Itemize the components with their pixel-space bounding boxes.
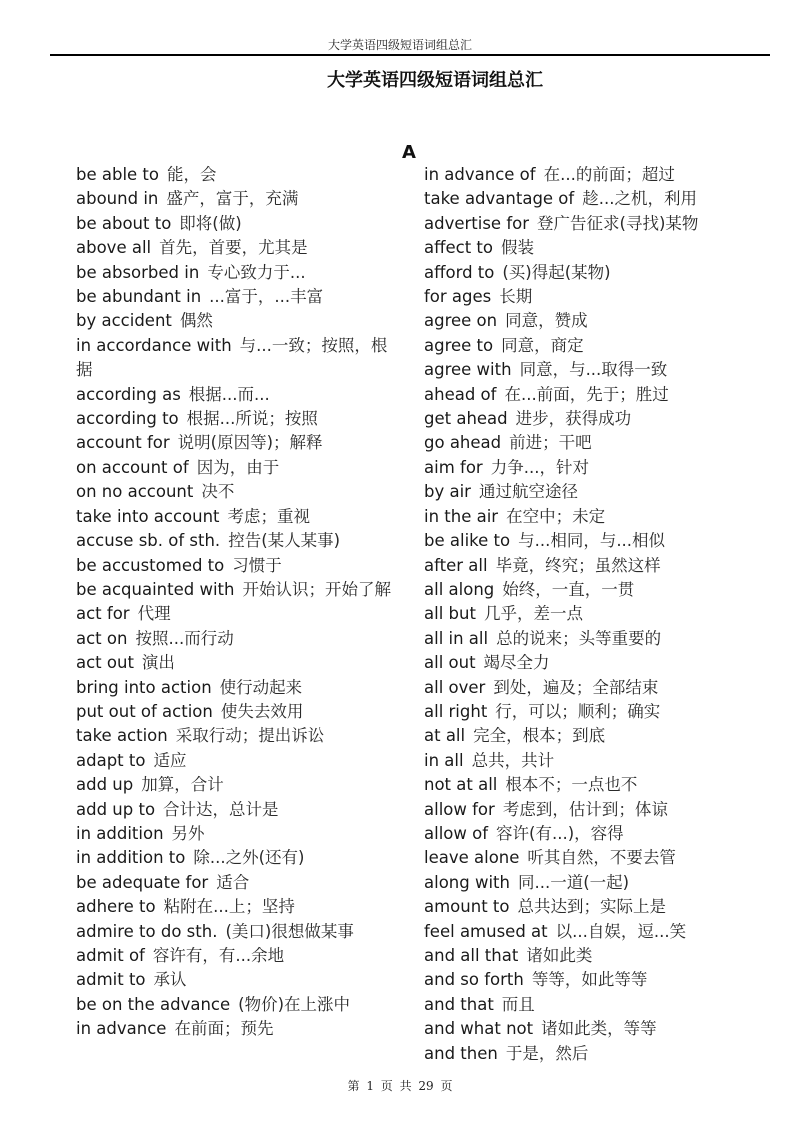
phrase-entry <box>76 212 394 236</box>
phrase-entry <box>424 212 754 236</box>
page-number-footer: 第 1 页 共 29 页 <box>347 1079 453 1093</box>
phrase-chinese-meaning: 使失去效用 <box>220 701 304 721</box>
phrase-chinese-meaning: 在...前面，先于；胜过 <box>504 384 669 404</box>
phrase-entry <box>76 651 394 675</box>
phrase-chinese-meaning: 开始认识；开始了解 <box>242 579 391 599</box>
phrase-entry <box>424 846 754 870</box>
phrase-english: get ahead <box>424 409 508 429</box>
phrase-entry <box>424 627 754 651</box>
phrase-english: adapt to <box>76 750 146 770</box>
phrase-entry <box>76 676 394 700</box>
phrase-english: in all <box>424 750 464 770</box>
phrase-entry <box>424 1017 754 1041</box>
phrase-english: for ages <box>424 287 492 307</box>
phrase-english: in advance of <box>424 165 536 184</box>
phrase-entry <box>76 920 394 944</box>
phrase-entry <box>76 602 394 626</box>
phrase-chinese-meaning: 几乎，差一点 <box>483 604 583 624</box>
phrase-english: be alike to <box>424 531 511 551</box>
phrase-chinese-meaning: 粘附在...上；坚持 <box>163 897 295 917</box>
phrase-english: adhere to <box>76 897 156 917</box>
phrase-english: on no account <box>76 482 194 502</box>
phrase-english: all along <box>424 579 495 599</box>
phrase-entry <box>76 798 394 822</box>
phrase-entry <box>424 163 754 187</box>
phrase-chinese-meaning: 完全，根本；到底 <box>473 726 606 746</box>
phrase-chinese-meaning: 采取行动；提出诉讼 <box>175 726 325 746</box>
phrase-entry <box>76 749 394 773</box>
phrase-entry <box>424 798 754 822</box>
phrase-chinese-meaning: 通过航空途径 <box>478 482 578 502</box>
phrase-english: agree with <box>424 360 512 380</box>
phrase-chinese-meaning: 总共达到；实际上是 <box>517 897 666 917</box>
phrase-chinese-meaning: 代理 <box>137 604 171 624</box>
phrase-entry <box>76 407 394 431</box>
phrase-entry <box>76 993 394 1017</box>
phrase-chinese-meaning: ...富于，...丰富 <box>209 287 324 307</box>
phrase-chinese-meaning: 习惯于 <box>232 555 282 575</box>
phrase-entry <box>424 1042 754 1066</box>
running-header: 大学英语四级短语词组总汇 <box>327 38 472 52</box>
phrase-english: act for <box>76 604 130 624</box>
phrase-entry <box>76 309 394 333</box>
left-phrase-column <box>76 163 394 1042</box>
phrase-english: add up <box>76 775 134 795</box>
phrase-entry <box>76 627 394 651</box>
phrase-entry <box>424 383 754 407</box>
phrase-chinese-meaning: 盛产，富于，充满 <box>166 189 299 209</box>
phrase-chinese-meaning: 在前面；预先 <box>174 1019 274 1039</box>
phrase-chinese-meaning: 前进；干吧 <box>509 433 592 453</box>
phrase-entry <box>424 968 754 992</box>
phrase-entry <box>424 407 754 431</box>
phrase-chinese-meaning: 同意，商定 <box>501 335 584 355</box>
phrase-english: abound in <box>76 189 159 209</box>
phrase-english: all out <box>424 653 476 673</box>
phrase-english: in addition <box>76 823 164 843</box>
phrase-english: be absorbed in <box>76 262 200 282</box>
phrase-entry <box>424 456 754 480</box>
phrase-chinese-meaning: 假装 <box>500 238 534 258</box>
phrase-entry <box>76 700 394 724</box>
phrase-english: add up to <box>76 799 156 819</box>
phrase-entry <box>76 187 394 211</box>
phrase-english: be accustomed to <box>76 555 225 575</box>
phrase-entry <box>424 505 754 529</box>
phrase-entry <box>424 700 754 724</box>
phrase-english: act out <box>76 653 134 673</box>
section-heading-letter: A <box>402 142 416 163</box>
phrase-entry <box>76 554 394 578</box>
phrase-entry <box>76 334 394 383</box>
phrase-english: according to <box>76 409 179 429</box>
phrase-chinese-meaning: 使行动起来 <box>219 677 303 697</box>
phrase-chinese-meaning: 而且 <box>501 994 535 1014</box>
phrase-chinese-meaning: 与...相同，与...相似 <box>518 531 666 551</box>
phrase-entry <box>424 724 754 748</box>
phrase-entry <box>76 456 394 480</box>
phrase-chinese-meaning: 行，可以；顺利；确实 <box>495 701 661 721</box>
phrase-chinese-meaning: 根据...所说；按照 <box>186 409 318 429</box>
phrase-english: bring into action <box>76 677 212 697</box>
phrase-chinese-meaning: 登广告征求(寻找)某物 <box>537 213 699 233</box>
phrase-english: in advance <box>76 1019 167 1039</box>
header-divider <box>50 54 770 56</box>
phrase-chinese-meaning: 根本不；一点也不 <box>505 775 638 795</box>
phrase-chinese-meaning: 因为，由于 <box>196 457 280 477</box>
phrase-entry <box>76 431 394 455</box>
phrase-english: by air <box>424 482 471 502</box>
phrase-chinese-meaning: 考虑；重视 <box>227 506 311 526</box>
phrase-chinese-meaning: 与...一致；按照，根据 <box>76 335 388 380</box>
phrase-chinese-meaning: 始终，一直，一贯 <box>502 579 635 599</box>
phrase-entry <box>76 846 394 870</box>
phrase-chinese-meaning: 说明(原因等)；解释 <box>177 433 323 453</box>
phrase-english: amount to <box>424 897 510 917</box>
phrase-entry <box>76 578 394 602</box>
phrase-english: advertise for <box>424 213 530 233</box>
phrase-entry <box>76 236 394 260</box>
phrase-chinese-meaning: 以...自娱，逗...笑 <box>555 921 687 941</box>
phrase-entry <box>424 480 754 504</box>
phrase-entry <box>424 651 754 675</box>
phrase-chinese-meaning: 考虑到，估计到；体谅 <box>502 799 668 819</box>
phrase-english: allow of <box>424 823 489 843</box>
phrase-entry <box>424 993 754 1017</box>
phrase-chinese-meaning: 偶然 <box>179 311 213 331</box>
phrase-chinese-meaning: 承认 <box>153 970 187 990</box>
phrase-chinese-meaning: 同意，与...取得一致 <box>519 360 668 380</box>
phrase-english: allow for <box>424 799 495 819</box>
phrase-english: take into account <box>76 506 220 526</box>
phrase-chinese-meaning: (美口)很想做某事 <box>225 921 354 941</box>
phrase-chinese-meaning: 按照...而行动 <box>135 628 234 648</box>
phrase-english: afford to <box>424 262 495 282</box>
phrase-chinese-meaning: 在...的前面；超过 <box>543 165 675 184</box>
phrase-entry <box>424 529 754 553</box>
phrase-english: account for <box>76 433 170 453</box>
phrase-entry <box>76 261 394 285</box>
phrase-english: and all that <box>424 946 519 965</box>
phrase-english: affect to <box>424 238 493 258</box>
phrase-entry <box>76 480 394 504</box>
phrase-english: feel amused at <box>424 921 548 941</box>
phrase-entry <box>424 431 754 455</box>
phrase-english: in addition to <box>76 848 186 868</box>
phrase-chinese-meaning: 总共，共计 <box>471 750 555 770</box>
phrase-entry <box>424 285 754 309</box>
phrase-entry <box>424 358 754 382</box>
phrase-entry <box>424 773 754 797</box>
phrase-entry <box>76 163 394 187</box>
phrase-english: in accordance with <box>76 335 232 355</box>
phrase-english: all right <box>424 701 488 721</box>
phrase-chinese-meaning: 演出 <box>141 653 175 673</box>
phrase-entry <box>424 187 754 211</box>
phrase-english: all but <box>424 604 476 624</box>
phrase-entry <box>424 334 754 358</box>
phrase-entry <box>76 529 394 553</box>
phrase-chinese-meaning: 同意，赞成 <box>505 311 588 331</box>
phrase-entry <box>76 773 394 797</box>
phrase-chinese-meaning: 适应 <box>153 750 187 770</box>
phrase-entry <box>424 602 754 626</box>
phrase-english: aim for <box>424 457 483 477</box>
phrase-english: be acquainted with <box>76 579 235 599</box>
phrase-entry <box>76 724 394 748</box>
phrase-chinese-meaning: 首先，首要，尤其是 <box>159 238 308 258</box>
phrase-english: be about to <box>76 213 172 233</box>
phrase-chinese-meaning: 即将(做) <box>179 213 242 233</box>
phrase-english: act on <box>76 628 128 648</box>
phrase-entry <box>424 920 754 944</box>
phrase-english: and so forth <box>424 970 524 990</box>
document-title: 大学英语四级短语词组总汇 <box>327 70 543 91</box>
phrase-english: by accident <box>76 311 172 331</box>
phrase-english: admire to do sth. <box>76 921 218 941</box>
phrase-chinese-meaning: 等等，如此等等 <box>531 970 648 990</box>
phrase-english: accuse sb. of sth. <box>76 531 221 551</box>
phrase-english: along with <box>424 872 510 892</box>
phrase-entry <box>424 871 754 895</box>
phrase-entry <box>424 944 754 968</box>
phrase-chinese-meaning: 另外 <box>171 823 205 843</box>
right-phrase-column <box>424 163 754 1066</box>
phrase-entry <box>424 261 754 285</box>
phrase-entry <box>424 578 754 602</box>
phrase-entry <box>424 895 754 919</box>
phrase-chinese-meaning: (物价)在上涨中 <box>238 994 351 1014</box>
phrase-english: after all <box>424 555 488 575</box>
phrase-chinese-meaning: (买)得起(某物) <box>502 262 611 282</box>
phrase-chinese-meaning: 容许(有...)，容得 <box>496 823 624 843</box>
phrase-english: be abundant in <box>76 287 202 307</box>
phrase-chinese-meaning: 趁...之机，利用 <box>582 189 697 209</box>
phrase-chinese-meaning: 力争...，针对 <box>490 457 589 477</box>
phrase-english: agree on <box>424 311 498 331</box>
phrase-english: above all <box>76 238 152 258</box>
phrase-chinese-meaning: 合计达，总计是 <box>163 799 279 819</box>
phrase-entry <box>76 1017 394 1041</box>
phrase-entry <box>76 871 394 895</box>
phrase-entry <box>76 944 394 968</box>
phrase-english: take action <box>76 726 168 746</box>
phrase-english: put out of action <box>76 701 213 721</box>
phrase-entry <box>76 895 394 919</box>
phrase-entry <box>424 676 754 700</box>
phrase-english: and what not <box>424 1019 534 1039</box>
phrase-chinese-meaning: 诸如此类，等等 <box>541 1019 657 1039</box>
phrase-entry <box>76 383 394 407</box>
phrase-english: go ahead <box>424 433 502 453</box>
phrase-english: all over <box>424 677 486 697</box>
phrase-english: agree to <box>424 335 494 355</box>
phrase-english: and that <box>424 994 494 1014</box>
phrase-entry <box>76 285 394 309</box>
phrase-chinese-meaning: 于是，然后 <box>505 1043 589 1063</box>
phrase-entry <box>424 236 754 260</box>
phrase-entry <box>424 554 754 578</box>
phrase-chinese-meaning: 决不 <box>201 482 235 502</box>
phrase-english: leave alone <box>424 848 520 868</box>
phrase-chinese-meaning: 长期 <box>499 287 533 307</box>
phrase-english: admit to <box>76 970 146 990</box>
phrase-chinese-meaning: 进步，获得成功 <box>515 409 632 429</box>
phrase-english: all in all <box>424 628 489 648</box>
phrase-chinese-meaning: 除...之外(还有) <box>193 848 305 868</box>
phrase-chinese-meaning: 在空中；未定 <box>506 506 606 526</box>
phrase-entry <box>76 505 394 529</box>
phrase-chinese-meaning: 专心致力于... <box>207 262 306 282</box>
phrase-chinese-meaning: 控告(某人某事) <box>228 531 341 551</box>
phrase-chinese-meaning: 能，会 <box>167 165 217 184</box>
phrase-chinese-meaning: 毕竟，终究；虽然这样 <box>495 555 661 575</box>
phrase-entry <box>424 749 754 773</box>
phrase-english: be on the advance <box>76 994 231 1014</box>
phrase-english: be adequate for <box>76 872 209 892</box>
phrase-chinese-meaning: 听其自然，不要去管 <box>527 848 676 868</box>
phrase-entry <box>424 309 754 333</box>
phrase-chinese-meaning: 诸如此类 <box>526 946 593 965</box>
phrase-chinese-meaning: 容许有，有...余地 <box>152 946 285 965</box>
phrase-english: and then <box>424 1043 498 1063</box>
phrase-english: on account of <box>76 457 189 477</box>
phrase-entry <box>424 822 754 846</box>
phrase-english: admit of <box>76 946 145 965</box>
phrase-chinese-meaning: 总的说来；头等重要的 <box>496 628 662 648</box>
phrase-chinese-meaning: 加算，合计 <box>141 775 224 795</box>
phrase-chinese-meaning: 到处，遍及；全部结束 <box>493 677 659 697</box>
phrase-chinese-meaning: 根据...而... <box>188 384 270 404</box>
phrase-english: according as <box>76 384 181 404</box>
phrase-english: in the air <box>424 506 499 526</box>
phrase-english: ahead of <box>424 384 497 404</box>
phrase-chinese-meaning: 适合 <box>216 872 250 892</box>
phrase-chinese-meaning: 竭尽全力 <box>483 653 550 673</box>
phrase-english: take advantage of <box>424 189 575 209</box>
phrase-english: be able to <box>76 165 159 184</box>
phrase-english: at all <box>424 726 466 746</box>
phrase-entry <box>76 968 394 992</box>
phrase-english: not at all <box>424 775 498 795</box>
phrase-entry <box>76 822 394 846</box>
phrase-chinese-meaning: 同...一道(一起) <box>517 872 630 892</box>
